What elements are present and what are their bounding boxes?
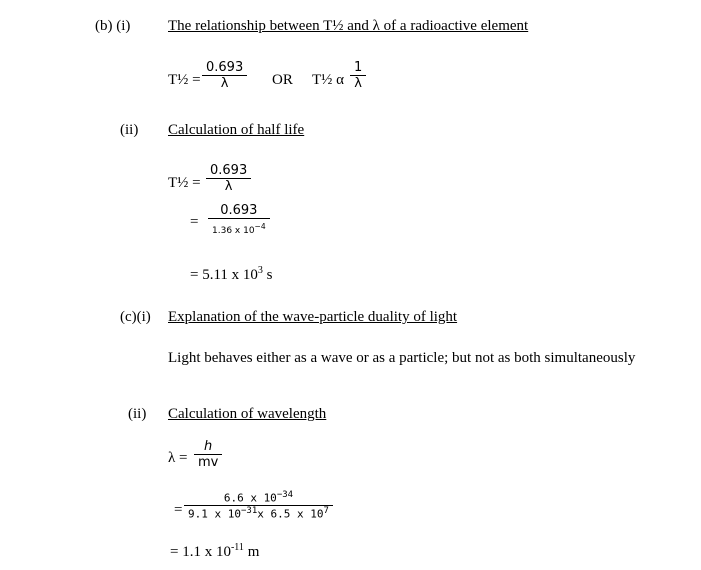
c-ii-result-unit: m [243,544,260,560]
b-ii-lhs: T½ = [168,175,201,191]
c-ii-calc-denominator [184,506,333,521]
b-ii-result-exp: 3 [257,265,263,276]
b-i-numerator: 0.693 [202,60,247,76]
b-ii-step2-den-exp: −4 [254,222,266,231]
b-i-alt-lhs: T½ α [312,72,345,88]
b-ii-step2-fraction [208,203,270,236]
b-i-lhs: T½ = [168,72,201,88]
c-ii-calc-den-b-exp: 7 [323,505,329,516]
c-ii-calc-den-b: x 6.5 x 10 [257,507,324,521]
c-ii-eq2: = [174,502,183,518]
c-ii-lhs: λ = [168,450,188,466]
c-ii-formula-denominator: mv [198,455,219,470]
c-ii-calc-fraction [184,490,333,520]
label-c-i: (c)(i) [120,309,151,325]
c-ii-formula-fraction [194,439,222,470]
label-b-i: (b) (i) [95,18,131,34]
or-text: OR [272,72,293,88]
c-ii-formula-numerator: h [194,439,222,455]
heading-b-ii: Calculation of half life [168,122,305,138]
c-ii-calc-den-a: 9.1 x 10 [188,507,241,521]
b-ii-result-unit: s [262,267,273,283]
b-ii-step1-fraction [206,163,251,194]
b-i-fraction [202,60,247,91]
b-ii-step2-den-base: 1.36 x 10 [212,226,255,236]
c-ii-calc-num-base: 6.6 x 10 [223,491,277,505]
label-b-ii: (ii) [120,122,139,138]
b-ii-step2-denominator [208,219,270,236]
c-ii-calc-numerator [184,490,333,506]
b-ii-step1-numerator: 0.693 [206,163,251,179]
heading-b-i: The relationship between T½ and λ of a radioactive element [168,18,529,34]
b-i-denominator: λ [220,76,229,91]
b-ii-result [190,265,273,284]
c-ii-calc-num-exp: −34 [276,490,294,500]
b-ii-step1-denominator: λ [224,179,233,194]
label-c-ii: (ii) [128,406,147,422]
b-ii-step2-numerator: 0.693 [208,203,270,219]
b-ii-eq2: = [190,214,199,230]
c-ii-result-prefix: = 1.1 x 10 [170,544,231,560]
b-ii-result-prefix: = 5.11 x 10 [190,267,258,283]
c-ii-result-exp: -11 [230,542,244,553]
c-i-explanation: Light behaves either as a wave or as a particle; but not as both simultaneously [168,350,636,366]
heading-c-i: Explanation of the wave-particle duality of light [168,309,458,325]
c-ii-calc-den-a-exp: −31 [240,505,258,516]
b-i-alt-denominator: λ [354,76,362,91]
c-ii-result [170,542,259,561]
b-i-alt-numerator: 1 [350,60,366,76]
b-i-alt-fraction [350,60,366,91]
heading-c-ii: Calculation of wavelength [168,406,327,422]
